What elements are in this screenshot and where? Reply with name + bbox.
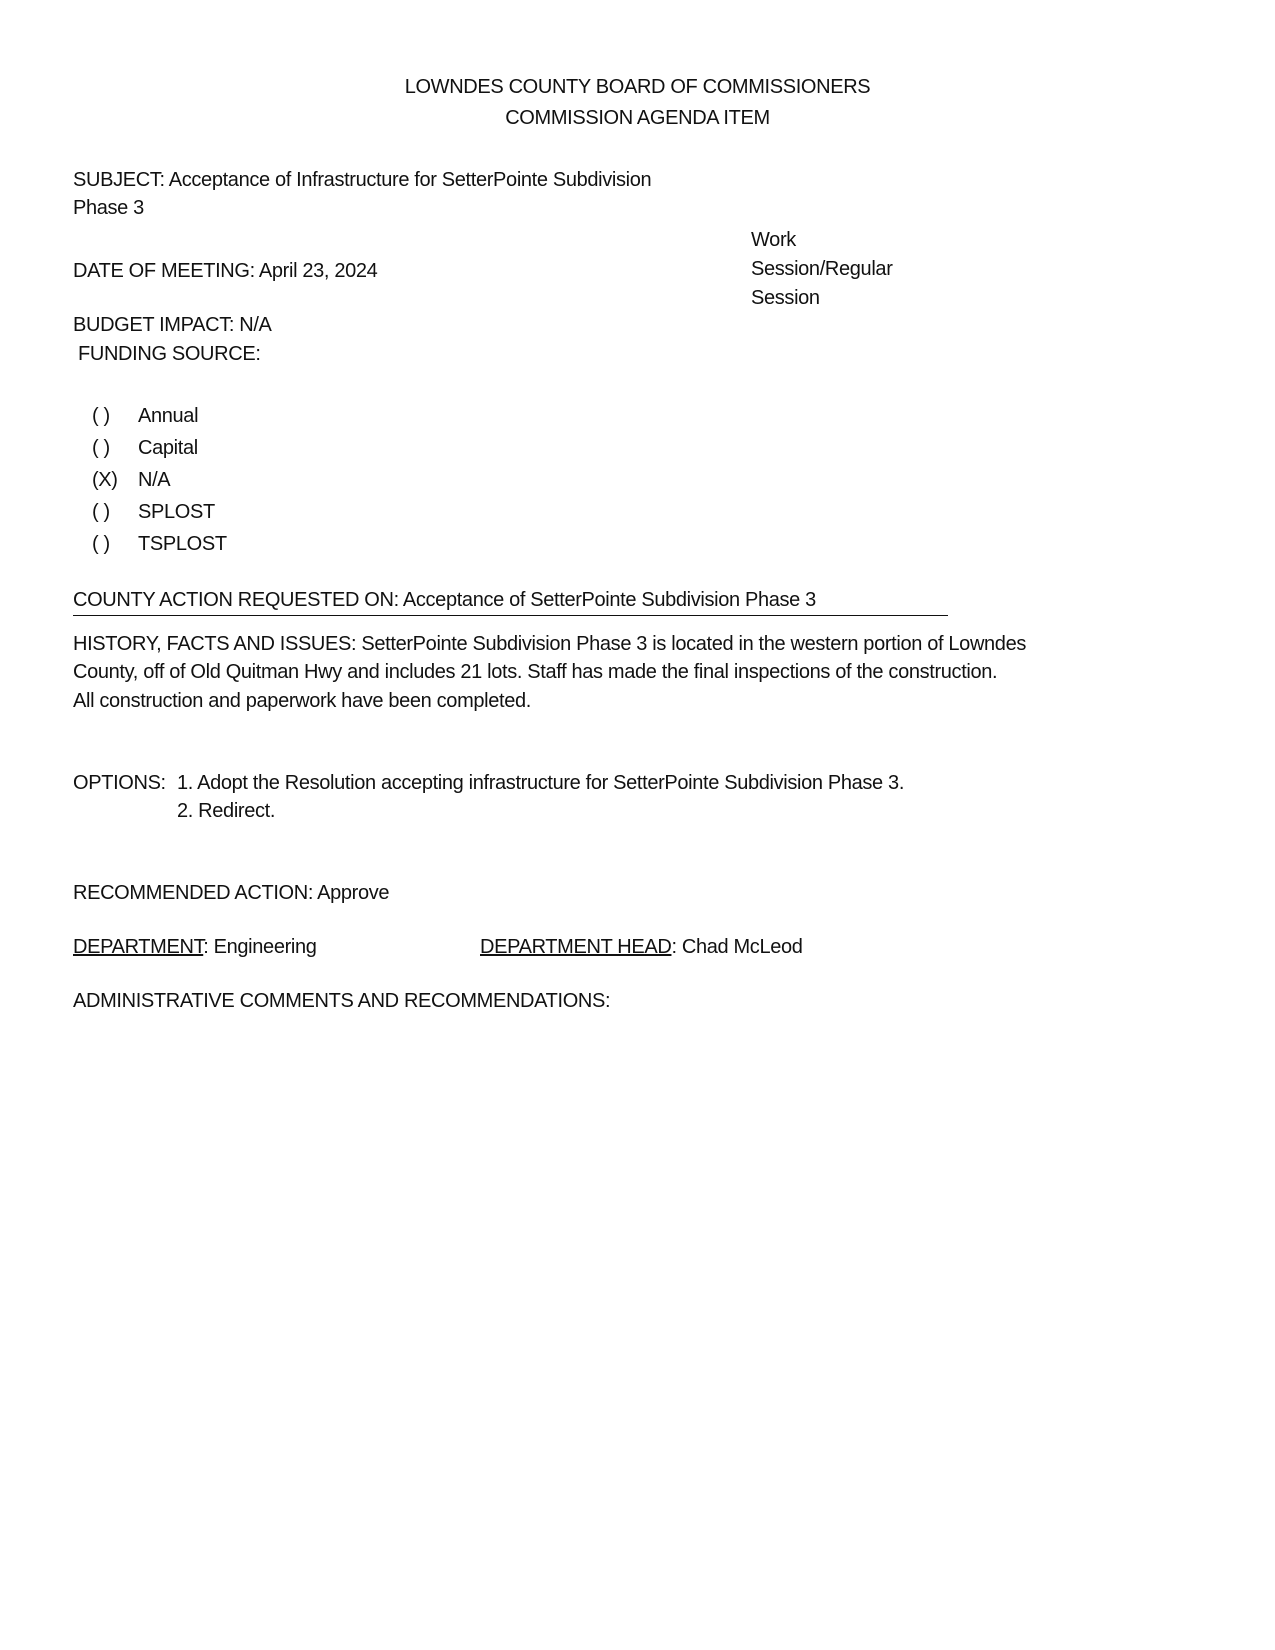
- checkbox-mark: ( ): [92, 533, 110, 555]
- history-line-2: County, off of Old Quitman Hwy and includes 21 lots. Staff has made the final inspections of the construction.: [73, 661, 998, 683]
- funding-option: (X) N/A: [92, 469, 171, 491]
- session-line-1: Work: [751, 229, 796, 251]
- admin-comments-label: ADMINISTRATIVE COMMENTS AND RECOMMENDATIONS:: [73, 990, 611, 1012]
- checkbox-mark: (X): [92, 469, 118, 491]
- option-2: 2. Redirect.: [177, 800, 276, 822]
- checkbox-mark: ( ): [92, 405, 110, 427]
- session-line-2: Session/Regular: [751, 258, 893, 280]
- department-value: : Engineering: [203, 936, 317, 958]
- department-head-value: : Chad McLeod: [671, 936, 803, 958]
- subject-line-2: Phase 3: [73, 197, 144, 219]
- date-of-meeting: DATE OF MEETING: April 23, 2024: [73, 260, 378, 282]
- options-label: OPTIONS:: [73, 772, 166, 794]
- department: [73, 935, 317, 959]
- funding-option: ( ) Capital: [92, 437, 198, 459]
- department-head: [480, 935, 803, 959]
- funding-option: ( ) TSPLOST: [92, 533, 227, 555]
- department-head-label: DEPARTMENT HEAD: [480, 936, 672, 958]
- option-1: 1. Adopt the Resolution accepting infrastructure for SetterPointe Subdivision Phase 3.: [177, 772, 905, 794]
- budget-impact: BUDGET IMPACT: N/A: [73, 314, 272, 336]
- divider: [73, 615, 948, 616]
- recommended-action: RECOMMENDED ACTION: Approve: [73, 882, 390, 904]
- history-line-3: All construction and paperwork have been completed.: [73, 690, 531, 712]
- funding-option: ( ) SPLOST: [92, 501, 215, 523]
- funding-source-label: FUNDING SOURCE:: [78, 343, 261, 365]
- checkbox-mark: ( ): [92, 437, 110, 459]
- header-title: LOWNDES COUNTY BOARD OF COMMISSIONERS: [404, 76, 871, 98]
- checkbox-mark: ( ): [92, 501, 110, 523]
- header-subtitle: COMMISSION AGENDA ITEM: [505, 107, 770, 129]
- session-line-3: Session: [751, 287, 820, 309]
- subject-line-1: SUBJECT: Acceptance of Infrastructure for SetterPointe Subdivision: [73, 169, 652, 191]
- funding-option: ( ) Annual: [92, 405, 199, 427]
- history-line-1: HISTORY, FACTS AND ISSUES: SetterPointe Subdivision Phase 3 is located in the western portion of Lowndes: [73, 633, 1027, 655]
- department-label: DEPARTMENT: [73, 936, 204, 958]
- county-action-requested: COUNTY ACTION REQUESTED ON: Acceptance of SetterPointe Subdivision Phase 3: [73, 589, 816, 611]
